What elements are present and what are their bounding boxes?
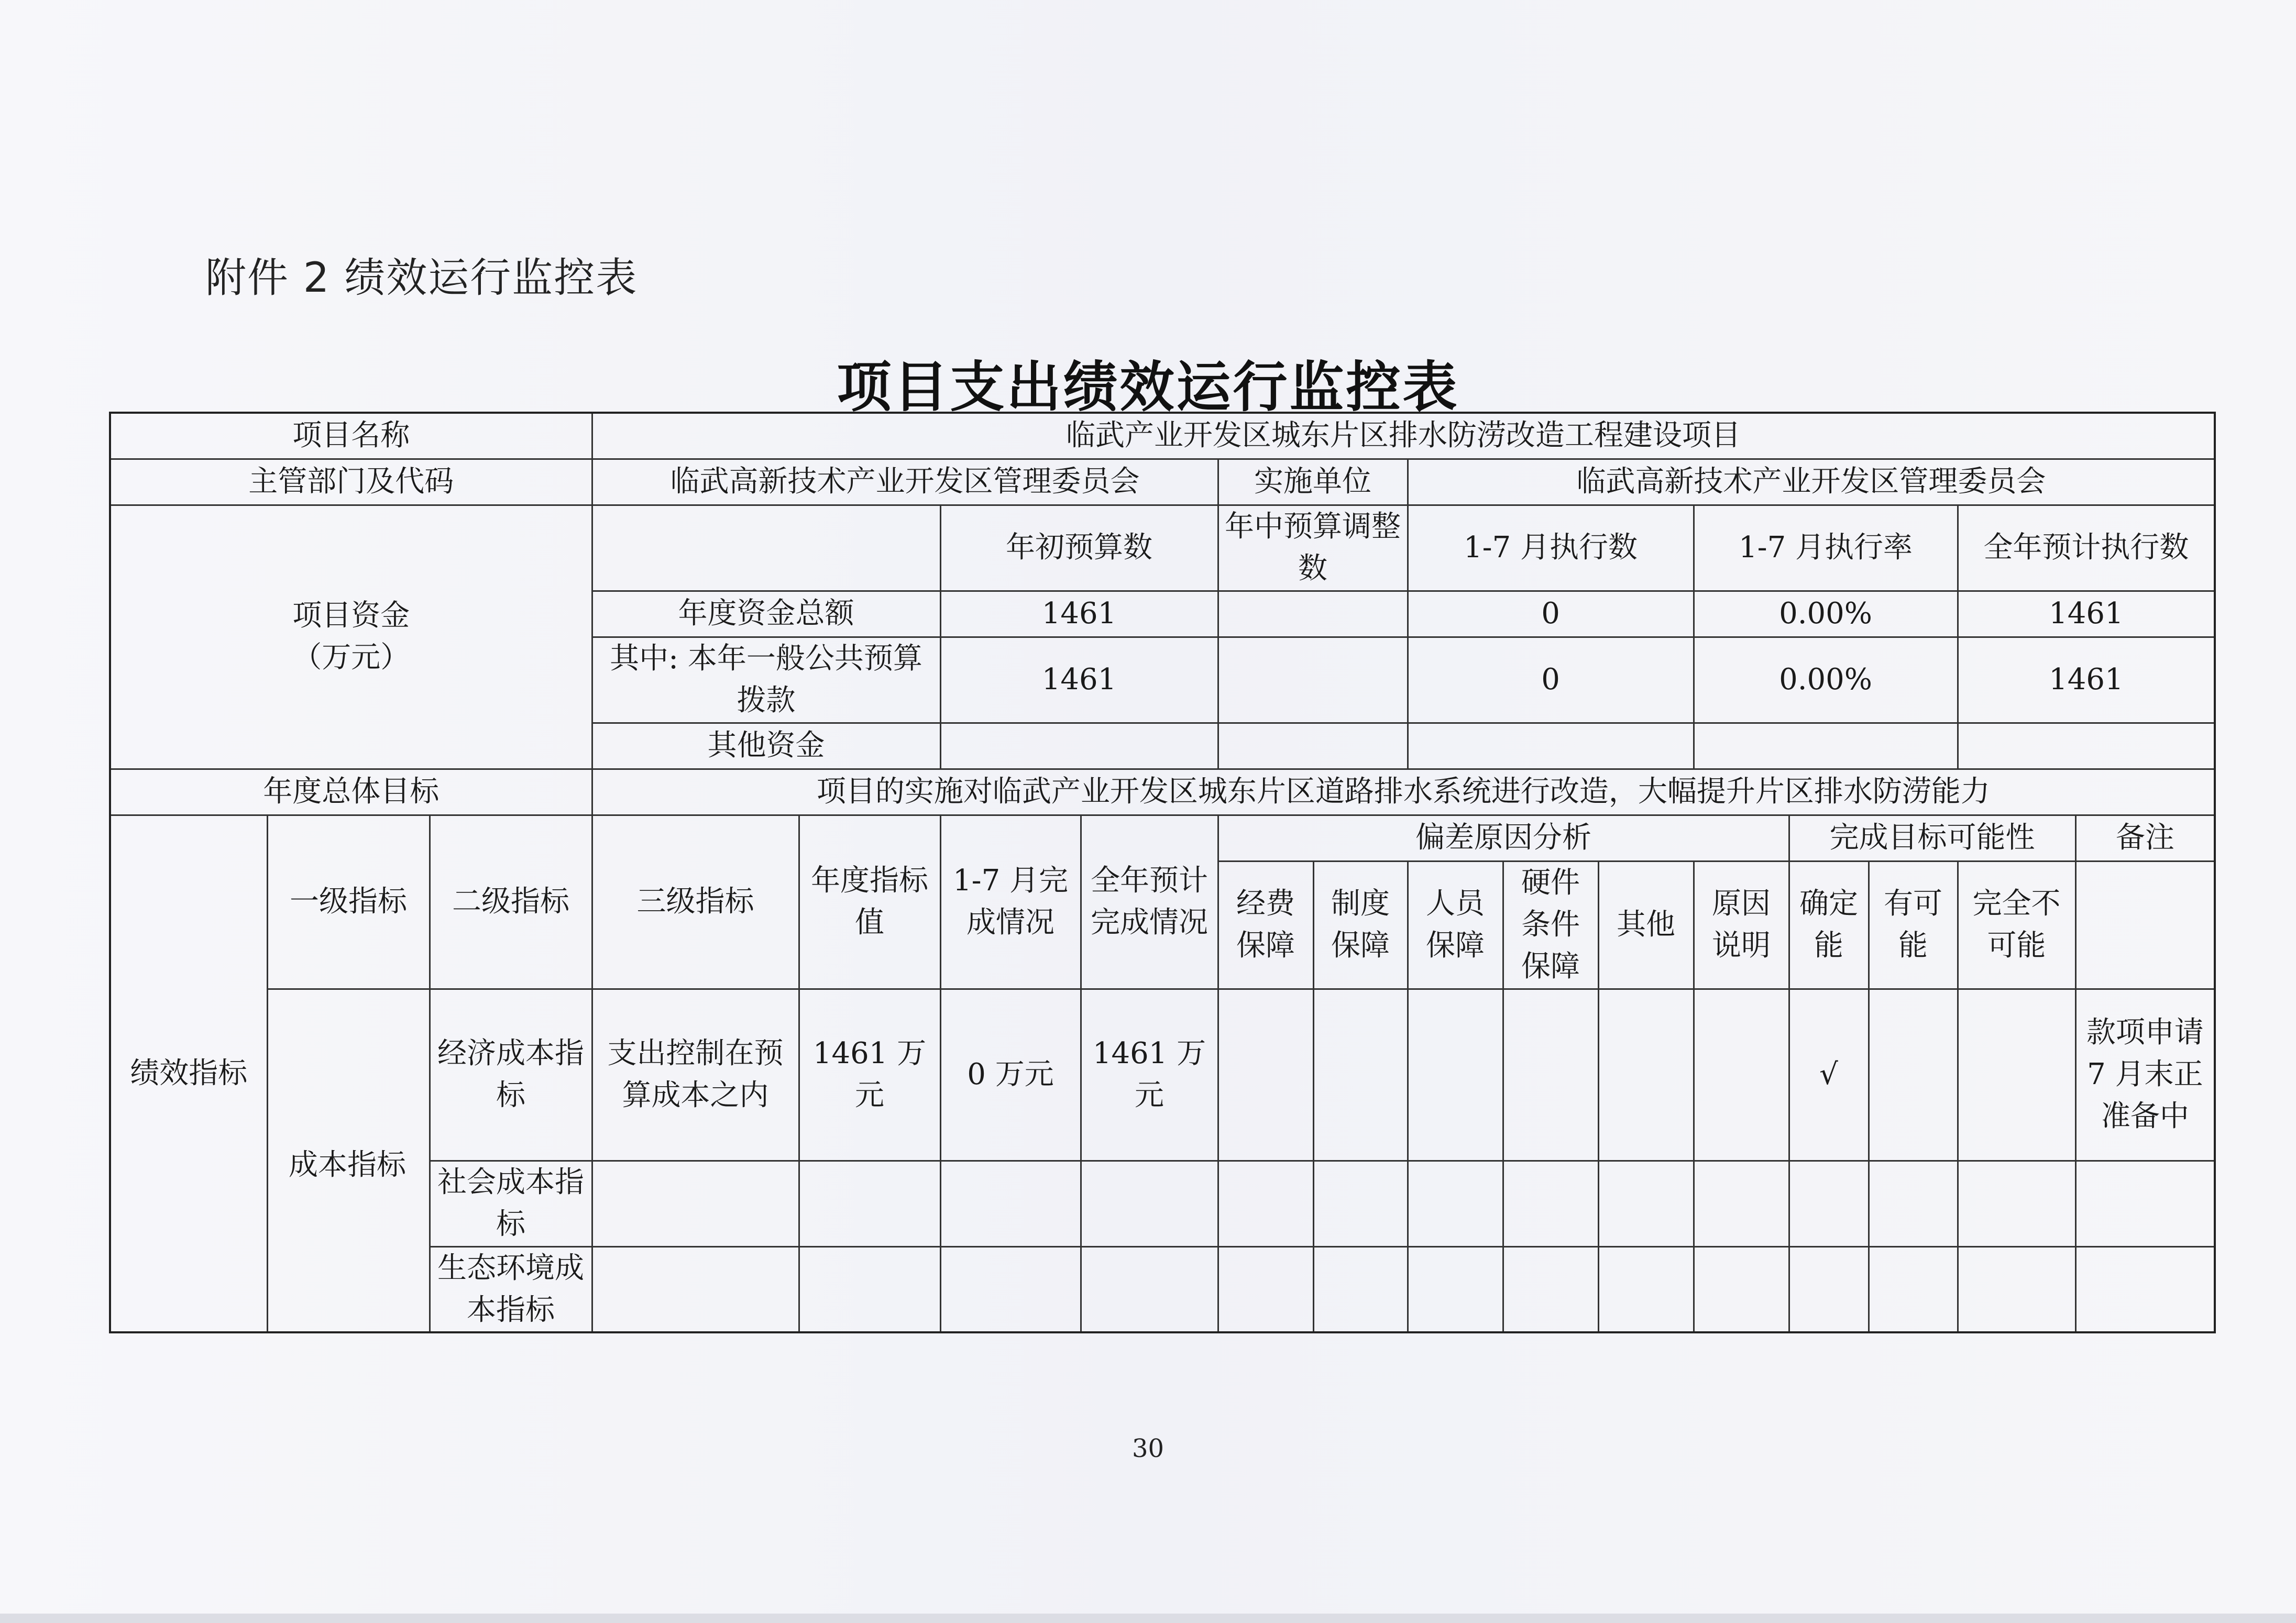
monitoring-table xyxy=(109,412,2216,1333)
row-level3 xyxy=(592,1246,799,1332)
impl-label: 实施单位 xyxy=(1218,459,1408,505)
funds-cell xyxy=(1694,723,1958,769)
header-actual: 1-7 月完成情况 xyxy=(940,815,1081,989)
row-dev-cell xyxy=(1218,1161,1313,1246)
header-poss-impossible: 完全不可能 xyxy=(1958,861,2075,989)
row-target xyxy=(799,1161,940,1246)
header-remark: 备注 xyxy=(2075,815,2215,861)
row-forecast xyxy=(1081,1161,1218,1246)
row-dev-cell xyxy=(1694,989,1789,1161)
scan-edge xyxy=(0,1614,2296,1623)
funds-cell: 1461 xyxy=(1958,637,2215,723)
funds-cell xyxy=(1408,723,1694,769)
page-number: 30 xyxy=(1131,1434,1165,1463)
row-dev-cell xyxy=(1503,989,1598,1161)
row-actual xyxy=(940,1161,1081,1246)
perf-label: 绩效指标 xyxy=(110,815,267,1332)
header-dev-staff: 人员保障 xyxy=(1408,861,1503,989)
row-dev-cell xyxy=(1313,1161,1408,1246)
funds-cell: 0 xyxy=(1408,591,1694,637)
funds-label: 项目资金 （万元） xyxy=(110,505,592,769)
funds-cell xyxy=(940,723,1218,769)
attachment-title: 附件 2 绩效运行监控表 xyxy=(205,255,638,302)
header-poss-maybe: 有可能 xyxy=(1869,861,1958,989)
row-dev-cell xyxy=(1503,1246,1598,1332)
funds-cell: 1461 xyxy=(940,591,1218,637)
row-dev-cell xyxy=(1598,1246,1694,1332)
row-dev-cell xyxy=(1694,1246,1789,1332)
form-title: 项目支出绩效运行监控表 xyxy=(837,355,1459,419)
header-deviation: 偏差原因分析 xyxy=(1218,815,1789,861)
header-possibility: 完成目标可能性 xyxy=(1789,815,2075,861)
header-forecast: 全年预计完成情况 xyxy=(1081,815,1218,989)
funds-header-initial: 年初预算数 xyxy=(940,505,1218,591)
dept-label: 主管部门及代码 xyxy=(110,459,592,505)
funds-header-rate: 1-7 月执行率 xyxy=(1694,505,1958,591)
row-poss-cell xyxy=(1869,1246,1958,1332)
row-dev-cell xyxy=(1503,1161,1598,1246)
row-level2: 经济成本指标 xyxy=(430,989,592,1161)
row-poss-sure xyxy=(1789,1161,1869,1246)
row-poss-cell xyxy=(1869,989,1958,1161)
row-poss-sure: √ xyxy=(1789,989,1869,1161)
header-dev-reason: 原因说明 xyxy=(1694,861,1789,989)
header-remark-blank xyxy=(2075,861,2215,989)
goal-label: 年度总体目标 xyxy=(110,769,592,815)
funds-header-adjust: 年中预算调整数 xyxy=(1218,505,1408,591)
funds-cell xyxy=(1218,591,1408,637)
header-level2: 二级指标 xyxy=(430,815,592,989)
project-name-label: 项目名称 xyxy=(110,413,592,459)
funds-cell: 1461 xyxy=(1958,591,2215,637)
header-target: 年度指标值 xyxy=(799,815,940,989)
row-remark xyxy=(2075,1161,2215,1246)
row-dev-cell xyxy=(1694,1161,1789,1246)
funds-row-label: 其他资金 xyxy=(592,723,940,769)
header-dev-hardware: 硬件条件保障 xyxy=(1503,861,1598,989)
row-dev-cell xyxy=(1408,989,1503,1161)
row-level2: 社会成本指标 xyxy=(430,1161,592,1246)
row-poss-cell xyxy=(1958,1161,2075,1246)
dept-value: 临武高新技术产业开发区管理委员会 xyxy=(592,459,1218,505)
row-actual: 0 万元 xyxy=(940,989,1081,1161)
row-level2: 生态环境成本指标 xyxy=(430,1246,592,1332)
row-forecast xyxy=(1081,1246,1218,1332)
row-dev-cell xyxy=(1598,1161,1694,1246)
funds-row-label: 年度资金总额 xyxy=(592,591,940,637)
row-dev-cell xyxy=(1218,1246,1313,1332)
row-level3: 支出控制在预算成本之内 xyxy=(592,989,799,1161)
row-remark: 款项申请 7 月末正准备中 xyxy=(2075,989,2215,1161)
funds-cell: 0.00% xyxy=(1694,637,1958,723)
funds-cell: 1461 xyxy=(940,637,1218,723)
row-dev-cell xyxy=(1218,989,1313,1161)
funds-cell xyxy=(1958,723,2215,769)
row-dev-cell xyxy=(1313,1246,1408,1332)
funds-row-label: 其中: 本年一般公共预算拨款 xyxy=(592,637,940,723)
row-remark xyxy=(2075,1246,2215,1332)
row-dev-cell xyxy=(1408,1246,1503,1332)
funds-header-executed: 1-7 月执行数 xyxy=(1408,505,1694,591)
header-dev-funding: 经费保障 xyxy=(1218,861,1313,989)
cost-indicator-label: 成本指标 xyxy=(289,1148,406,1182)
header-dev-other: 其他 xyxy=(1598,861,1694,989)
header-level3: 三级指标 xyxy=(592,815,799,989)
impl-value: 临武高新技术产业开发区管理委员会 xyxy=(1408,459,2215,505)
row-forecast: 1461 万元 xyxy=(1081,989,1218,1161)
funds-cell: 0.00% xyxy=(1694,591,1958,637)
row-dev-cell xyxy=(1313,989,1408,1161)
row-target: 1461 万元 xyxy=(799,989,940,1161)
row-poss-cell xyxy=(1869,1161,1958,1246)
header-poss-sure: 确定能 xyxy=(1789,861,1869,989)
row-level3 xyxy=(592,1161,799,1246)
header-level1: 一级指标 xyxy=(267,815,430,989)
row-actual xyxy=(940,1246,1081,1332)
funds-cell xyxy=(1218,637,1408,723)
funds-cell xyxy=(1218,723,1408,769)
row-poss-cell xyxy=(1958,1246,2075,1332)
row-poss-sure xyxy=(1789,1246,1869,1332)
funds-header-blank xyxy=(592,505,940,591)
row-dev-cell xyxy=(1598,989,1694,1161)
header-dev-system: 制度保障 xyxy=(1313,861,1408,989)
row-target xyxy=(799,1246,940,1332)
row-poss-cell xyxy=(1958,989,2075,1161)
funds-header-forecast: 全年预计执行数 xyxy=(1958,505,2215,591)
goal-value: 项目的实施对临武产业开发区城东片区道路排水系统进行改造，大幅提升片区排水防涝能力 xyxy=(592,769,2215,815)
row-dev-cell xyxy=(1408,1161,1503,1246)
funds-cell: 0 xyxy=(1408,637,1694,723)
project-name-value: 临武产业开发区城东片区排水防涝改造工程建设项目 xyxy=(592,413,2215,459)
